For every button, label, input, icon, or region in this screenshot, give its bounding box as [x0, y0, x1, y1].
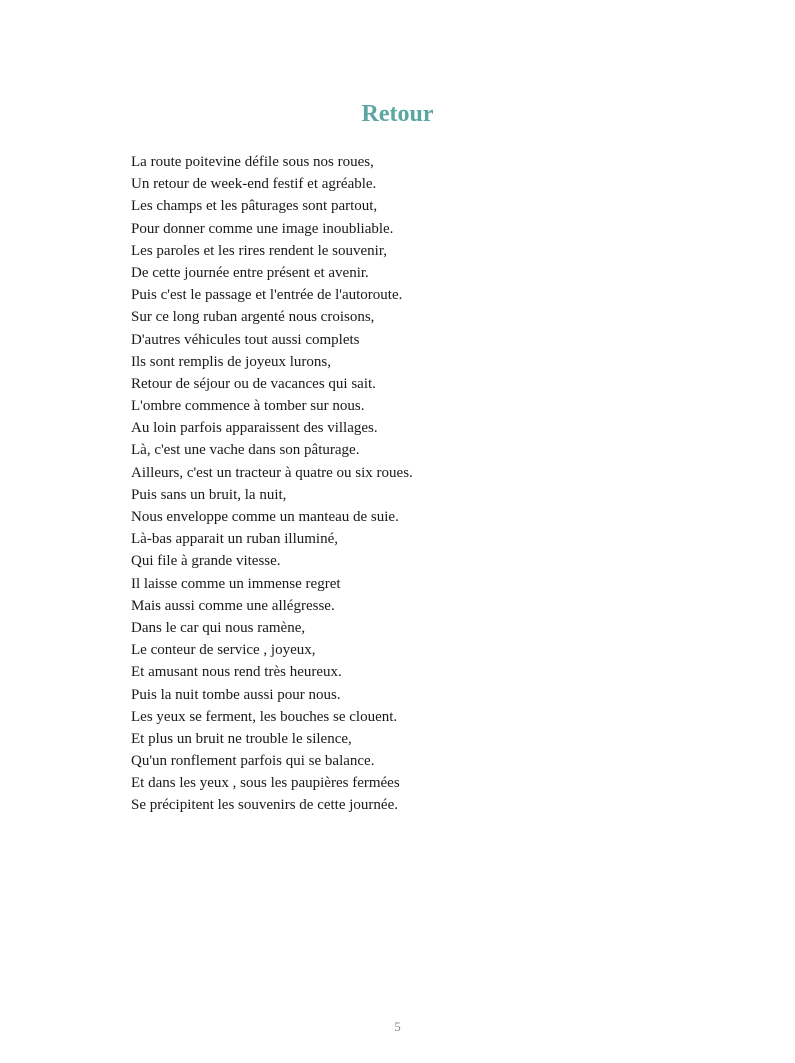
poem-title: Retour: [361, 101, 434, 127]
poem-line: Il laisse comme un immense regret: [131, 575, 341, 592]
poem-line: Se précipitent les souvenirs de cette journée.: [131, 797, 398, 814]
poem-line: Les champs et les pâturages sont partout,: [131, 198, 378, 215]
poem-line: Au loin parfois apparaissent des villages.: [131, 420, 378, 437]
poem-line: D'autres véhicules tout aussi complets: [131, 331, 360, 348]
poem-line: Retour de séjour ou de vacances qui sait.: [131, 375, 376, 392]
poem-line: Là-bas apparait un ruban illuminé,: [131, 531, 339, 548]
poem-line: Sur ce long ruban argenté nous croisons,: [131, 309, 375, 326]
poem-line: Le conteur de service , joyeux,: [131, 642, 316, 659]
poem-line: Puis la nuit tombe aussi pour nous.: [131, 686, 341, 703]
poem-line: Et plus un bruit ne trouble le silence,: [131, 730, 352, 747]
poem-line: Mais aussi comme une allégresse.: [131, 597, 335, 614]
poem-line: Là, c'est une vache dans son pâturage.: [131, 442, 360, 459]
poem-line: Ils sont remplis de joyeux lurons,: [131, 353, 331, 370]
poem-line: Puis sans un bruit, la nuit,: [131, 486, 287, 503]
poem-line: Nous enveloppe comme un manteau de suie.: [131, 509, 399, 525]
poem-line: De cette journée entre présent et avenir.: [131, 264, 369, 281]
poem-line: Et amusant nous rend très heureux.: [131, 664, 342, 681]
poem-line: Les paroles et les rires rendent le souvenir,: [131, 242, 387, 259]
poem-line: L'ombre commence à tomber sur nous.: [131, 398, 365, 415]
poem-line: La route poitevine défile sous nos roues,: [131, 154, 374, 170]
poem-line: Les yeux se ferment, les bouches se clouent.: [131, 708, 398, 725]
poem-line: Dans le car qui nous ramène,: [131, 619, 306, 636]
poem-line: Un retour de week-end festif et agréable.: [131, 176, 377, 193]
poem-body: [131, 151, 691, 817]
poem-line: Qui file à grande vitesse.: [131, 553, 281, 570]
poem-line: Et dans les yeux , sous les paupières fermées: [131, 775, 400, 792]
page-number: 5: [394, 1019, 401, 1034]
poem-line: Ailleurs, c'est un tracteur à quatre ou six roues.: [131, 464, 413, 481]
poem-line: Puis c'est le passage et l'entrée de l'autoroute.: [131, 287, 403, 304]
poem-line: Pour donner comme une image inoubliable.: [131, 220, 394, 237]
poem-line: Qu'un ronflement parfois qui se balance.: [131, 753, 375, 770]
